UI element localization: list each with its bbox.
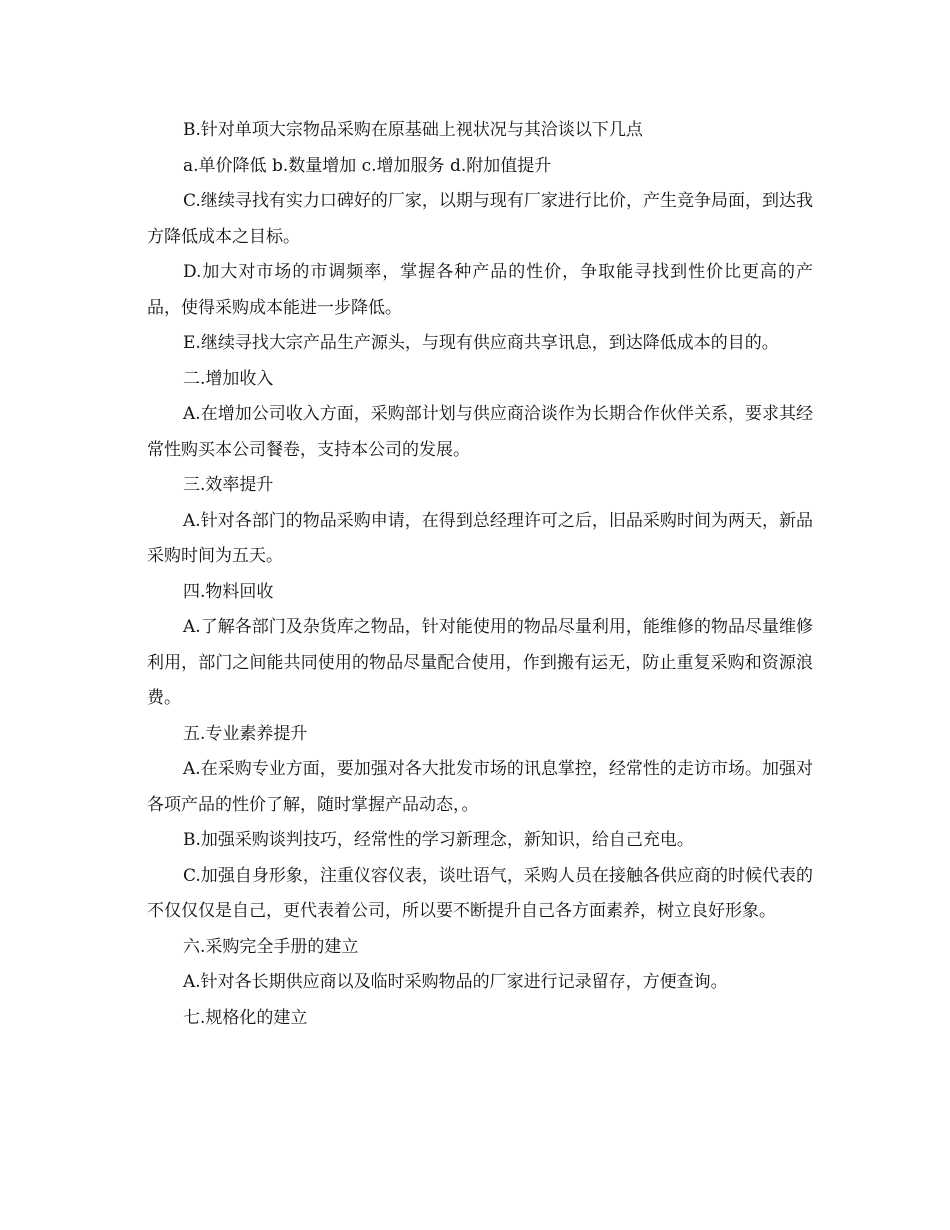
paragraph-professional-item-c: C.加强自身形象，注重仪容仪表，谈吐语气，采购人员在接触各供应商的时候代表的不仅仅仅是自己，更代表着公司，所以要不断提升自己各方面素养，树立良好形象。: [147, 865, 813, 921]
document-body: [147, 113, 813, 1036]
section-heading-efficiency: 三.效率提升: [183, 475, 274, 495]
paragraph-negotiation-points: a.单价降低 b.数量增加 c.增加服务 d.附加值提升: [183, 155, 552, 176]
paragraph-item-e-source-search: E.继续寻找大宗产品生产源头，与现有供应商共享讯息，到达降低成本的目的。: [183, 333, 779, 353]
paragraph-item-b-bulk-purchase: B.针对单项大宗物品采购在原基础上视状况与其洽谈以下几点: [183, 120, 643, 140]
paragraph-efficiency-item-a: A.针对各部门的物品采购申请，在得到总经理许可之后，旧品采购时间为两天，新品采购时间为五天。: [147, 510, 813, 566]
section-heading-professional-quality: 五.专业素养提升: [183, 723, 308, 744]
section-heading-material-recycling: 四.物料回收: [183, 581, 274, 602]
paragraph-professional-item-a: A.在采购专业方面，要加强对各大批发市场的讯息掌控，经常性的走访市场。加强对各项产品的性价了解，随时掌握产品动态，。: [147, 759, 813, 815]
paragraph-item-d-market-research: D.加大对市场的市调频率，掌握各种产品的性价，争取能寻找到性价比更高的产品，使得采购成本能进一步降低。: [147, 262, 813, 318]
section-heading-standardization: 七.规格化的建立: [183, 1007, 308, 1028]
paragraph-item-c-find-manufacturers: C.继续寻找有实力口碑好的厂家，以期与现有厂家进行比价，产生竞争局面，到达我方降低成本之目标。: [147, 191, 813, 247]
paragraph-manual-item-a: A.针对各长期供应商以及临时采购物品的厂家进行记录留存，方便查询。: [183, 972, 728, 992]
section-heading-purchase-manual: 六.采购完全手册的建立: [183, 936, 359, 957]
paragraph-income-item-a: A.在增加公司收入方面，采购部计划与供应商洽谈作为长期合作伙伴关系，要求其经常性购买本公司餐卷，支持本公司的发展。: [147, 404, 813, 460]
paragraph-recycling-item-a: A.了解各部门及杂货库之物品，针对能使用的物品尽量利用，能维修的物品尽量维修利用，部门之间能共同使用的物品尽量配合使用，作到搬有运无，防止重复采购和资源浪费。: [147, 617, 813, 708]
paragraph-professional-item-b: B.加强采购谈判技巧，经常性的学习新理念，新知识，给自己充电。: [183, 830, 694, 850]
section-heading-increase-income: 二.增加收入: [183, 368, 274, 389]
